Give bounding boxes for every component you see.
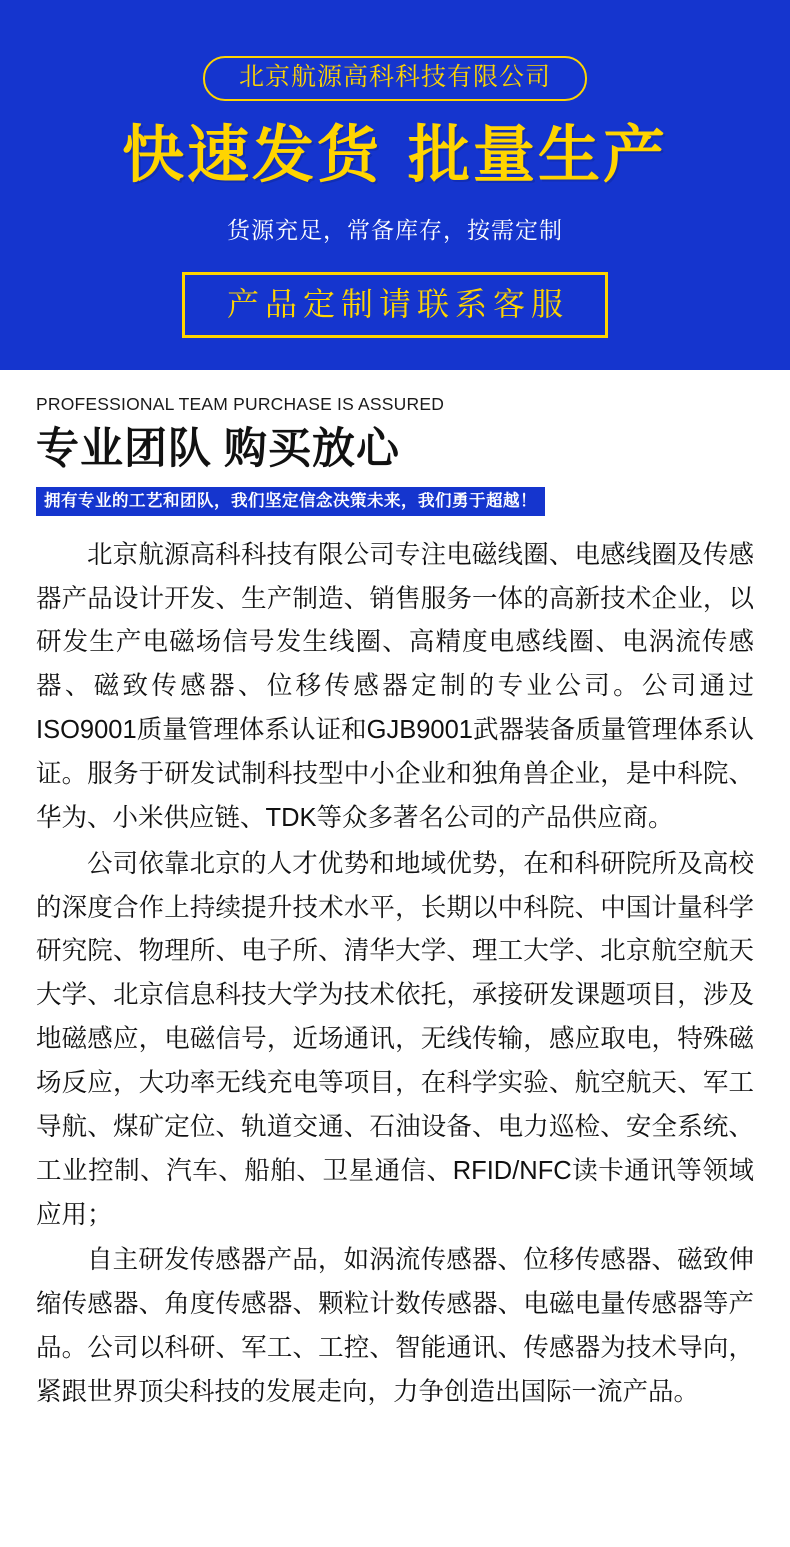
intro-paragraph: 自主研发传感器产品，如涡流传感器、位移传感器、磁致伸缩传感器、角度传感器、颗粒计数传感器、电磁电量传感器等产品。公司以科研、军工、工控、智能通讯、传感器为技术导向，紧跟世界顶尖科技的发展走向，力争创造出国际一流产品。 xyxy=(36,1246,754,1406)
headline-right: 批量生产 xyxy=(408,121,669,190)
section-chinese-title xyxy=(36,424,754,473)
section-slogan-bar: 拥有专业的工艺和团队，我们坚定信念决策未来，我们勇于超越！ xyxy=(36,487,545,516)
headline-left: 快速发货 xyxy=(121,121,382,190)
banner-headline xyxy=(121,121,669,190)
company-name-pill: 北京航源高科科技有限公司 xyxy=(203,56,587,101)
intro-paragraph: 北京航源高科科技有限公司专注电磁线圈、电感线圈及传感器产品设计开发、生产制造、销售服务一体的高新技术企业，以研发生产电磁场信号发生线圈、高精度电感线圈、电涡流传感器、磁致传感器、位移传感器定制的专业公司。公司通过ISO9001质量管理体系认证和GJB9001武器装备质量管理体系认证。服务于研发试制科技型中小企业和独角兽企业，是中科院、华为、小米供应链、TDK等众多著名公司的产品供应商。 xyxy=(36,540,754,832)
contact-support-cta[interactable]: 产品定制请联系客服 xyxy=(182,272,608,338)
company-intro-section xyxy=(0,370,790,1415)
section-title-right: 购买放心 xyxy=(224,424,400,473)
intro-paragraph-list xyxy=(36,534,754,1415)
banner-subline: 货源充足，常备库存，按需定制 xyxy=(227,217,563,243)
intro-paragraph: 公司依靠北京的人才优势和地域优势，在和科研院所及高校的深度合作上持续提升技术水平，长期以中科院、中国计量科学研究院、物理所、电子所、清华大学、理工大学、北京航空航天大学、北京信息科技大学为技术依托，承接研发课题项目，涉及地磁感应，电磁信号，近场通讯，无线传输，感应取电，特殊磁场反应，大功率无线充电等项目，在科学实验、航空航天、军工导航、煤矿定位、轨道交通、石油设备、电力巡检、安全系统、工业控制、汽车、船舶、卫星通信、RFID/NFC读卡通讯等领域应用； xyxy=(36,849,754,1229)
promo-banner xyxy=(0,0,790,370)
section-english-title: PROFESSIONAL TEAM PURCHASE IS ASSURED xyxy=(36,394,445,414)
section-title-left: 专业团队 xyxy=(36,424,212,473)
